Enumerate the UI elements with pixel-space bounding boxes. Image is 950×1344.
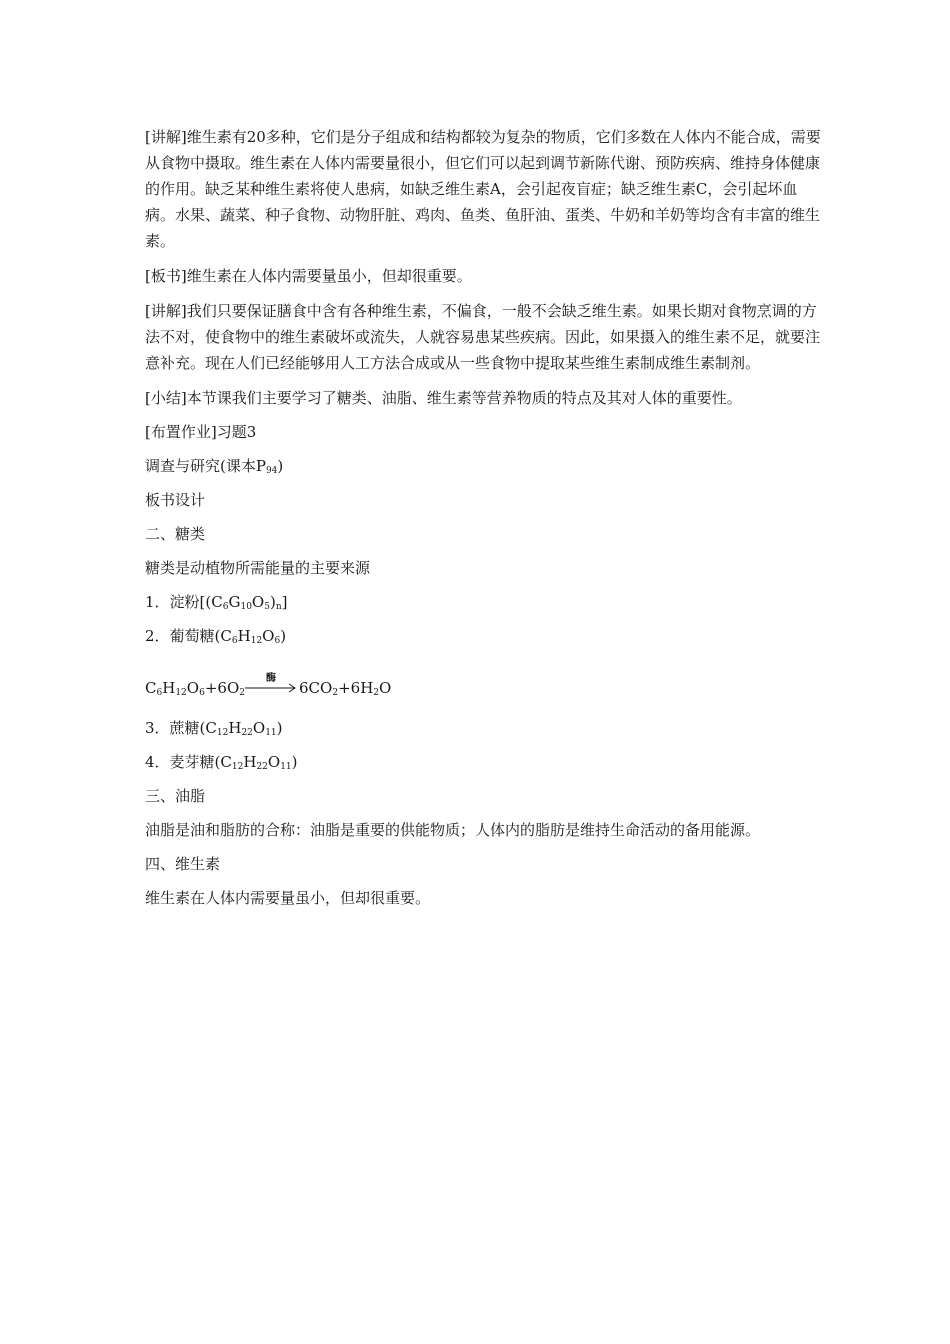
- section-4-text: 维生素在人体内需要量虽小，但却很重要。: [145, 889, 431, 907]
- section-4-heading: 四、维生素: [145, 855, 221, 873]
- maltose-label: 4．麦芽糖: [145, 753, 215, 771]
- equation-left: $C_6H_{12}O_6+6O_2$: [145, 679, 245, 698]
- research-text: 调查与研究(课本P: [145, 457, 266, 475]
- glucose-formula: $(C_6H_{12}O_6)$: [214, 627, 287, 646]
- summary-paragraph: [小结]本节课我们主要学习了糖类、油脂、维生素等营养物质的特点及其对人体的重要性。: [145, 389, 742, 407]
- maltose-item: [145, 749, 825, 775]
- research-page-sub: 94: [265, 466, 278, 476]
- glucose-item: [145, 623, 825, 649]
- sucrose-item: [145, 715, 825, 741]
- equation-condition: 酶: [265, 673, 276, 684]
- starch-formula: $[(C_6G_{10}O_5)_n]$: [199, 593, 288, 612]
- document-page: [145, 124, 825, 919]
- research-close: ): [277, 457, 284, 475]
- board-note-paragraph: [板书]维生素在人体内需要量虽小，但却很重要。: [145, 267, 472, 285]
- section-2-heading: 二、糖类: [145, 525, 206, 543]
- section-2-intro: 糖类是动植物所需能量的主要来源: [145, 559, 371, 577]
- research-line: [145, 453, 825, 479]
- reaction-arrow: [245, 673, 297, 697]
- homework-line: [布置作业]习题3: [145, 423, 257, 441]
- sucrose-label: 3．蔗糖: [145, 719, 200, 737]
- starch-label: 1．淀粉: [145, 593, 200, 611]
- glucose-label: 2．葡萄糖: [145, 627, 215, 645]
- lecture-paragraph-2: [讲解]我们只要保证膳食中含有各种维生素，不偏食，一般不会缺乏维生素。如果长期对食物烹调的方法不对，使食物中的维生素破坏或流失，人就容易患某些疾病。因此，如果摄入的维生素不足，就要注意补充。现在人们已经能够用人工方法合成或从一些食物中提取某些维生素制成维生素制剂。: [145, 302, 821, 372]
- lecture-paragraph-1: [讲解]维生素有20多种，它们是分子组成和结构都较为复杂的物质，它们多数在人体内不能合成，需要从食物中摄取。维生素在人体内需要量很小，但它们可以起到调节新陈代谢、预防疾病、维持身体健康的作用。缺乏某种维生素将使人患病，如缺乏维生素A，会引起夜盲症；缺乏维生素C，会引起坏血病。水果、蔬菜、种子食物、动物肝脏、鸡肉、鱼类、鱼肝油、蛋类、牛奶和羊奶等均含有丰富的维生素。: [145, 128, 821, 250]
- section-3-text: 油脂是油和脂肪的合称：油脂是重要的供能物质；人体内的脂肪是维持生命活动的备用能源。: [145, 821, 761, 839]
- sucrose-formula: $(C_{12}H_{22}O_{11})$: [199, 719, 283, 738]
- starch-item: [145, 589, 825, 615]
- glucose-oxidation-equation: [145, 657, 825, 697]
- maltose-formula: $(C_{12}H_{22}O_{11})$: [214, 753, 298, 772]
- arrow-icon: [245, 679, 297, 697]
- section-3-heading: 三、油脂: [145, 787, 206, 805]
- board-design-title: 板书设计: [145, 491, 206, 509]
- equation-right: $6CO_2+6H_2O$: [298, 679, 392, 698]
